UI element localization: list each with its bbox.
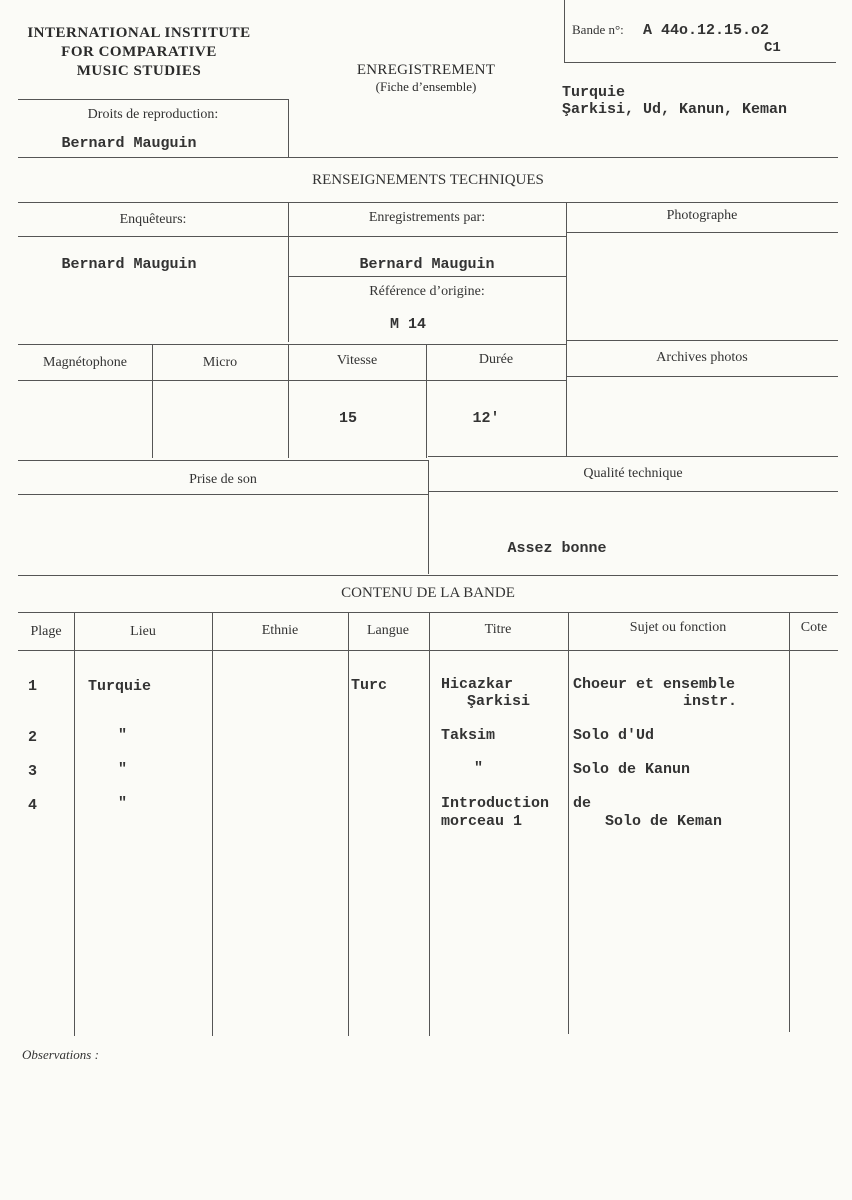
enqueteurs-value: Bernard Mauguin — [61, 256, 197, 273]
enregistrements-label: Enregistrements par: — [368, 210, 486, 225]
table-row-3-lieu: " — [118, 761, 128, 778]
table-row-3-plage: 3 — [28, 763, 38, 780]
table-row-1-plage: 1 — [28, 678, 38, 695]
table-row-4-sujet-2: Solo de Keman — [605, 813, 723, 830]
duree-value: 12' — [472, 410, 500, 427]
contents-section-title: CONTENU DE LA BANDE — [341, 585, 515, 601]
archives-label: Archives photos — [656, 350, 748, 365]
table-row-1-titre-2: Şarkisi — [467, 693, 531, 710]
qualite-label: Qualité technique — [583, 466, 683, 481]
table-row-4-titre-1: Introduction — [441, 795, 550, 812]
form-title-block — [330, 62, 522, 95]
institute-name — [10, 24, 268, 81]
bande-label: Bande n°: — [572, 22, 624, 37]
col-ethnie: Ethnie — [261, 623, 299, 638]
qualite-value: Assez bonne — [507, 540, 607, 557]
institute-line-2: FOR COMPARATIVE — [61, 44, 217, 60]
table-row-3-titre-1: " — [474, 760, 484, 777]
table-row-1-langue: Turc — [351, 677, 388, 694]
table-row-4-titre-2: morceau 1 — [441, 813, 523, 830]
table-row-2-plage: 2 — [28, 729, 38, 746]
table-row-1-lieu: Turquie — [88, 678, 152, 695]
header-instruments: Şarkisi, Ud, Kanun, Keman — [562, 101, 788, 118]
bande-sub: C1 — [764, 40, 781, 56]
magnetophone-label: Magnétophone — [43, 355, 127, 370]
rights-value: Bernard Mauguin — [61, 135, 197, 152]
vitesse-value: 15 — [338, 410, 357, 427]
enqueteurs-label: Enquêteurs: — [119, 212, 187, 227]
table-row-3-sujet-1: Solo de Kanun — [573, 761, 691, 778]
institute-line-3: MUSIC STUDIES — [76, 63, 202, 79]
table-row-1-sujet-2: instr. — [683, 693, 738, 710]
col-lieu: Lieu — [130, 624, 156, 639]
table-row-1-sujet-1: Choeur et ensemble — [573, 676, 736, 693]
col-cote: Cote — [800, 620, 828, 635]
observations-label: Observations : — [22, 1047, 99, 1062]
col-langue: Langue — [367, 623, 409, 638]
institute-line-1: INTERNATIONAL INSTITUTE — [27, 25, 251, 41]
table-row-4-sujet-1: de — [573, 795, 592, 812]
col-sujet: Sujet ou fonction — [629, 620, 727, 635]
table-row-4-lieu: " — [118, 795, 128, 812]
table-row-2-sujet-1: Solo d'Ud — [573, 727, 655, 744]
rights-label: Droits de reproduction: — [87, 107, 219, 122]
col-plage: Plage — [30, 624, 62, 639]
bande-number: A 44o.12.15.o2 — [643, 22, 770, 39]
duree-label: Durée — [478, 352, 514, 367]
photographe-label: Photographe — [666, 208, 738, 223]
form-subtitle: (Fiche d’ensemble) — [375, 79, 477, 94]
header-country: Turquie — [562, 84, 626, 101]
table-row-4-plage: 4 — [28, 797, 38, 814]
form-title: ENREGISTREMENT — [356, 62, 496, 78]
table-row-1-titre-1: Hicazkar — [441, 676, 514, 693]
reference-label: Référence d’origine: — [369, 284, 485, 299]
table-row-2-lieu: " — [118, 727, 128, 744]
micro-label: Micro — [202, 355, 238, 370]
technical-section-title: RENSEIGNEMENTS TECHNIQUES — [312, 172, 544, 188]
table-row-2-titre-1: Taksim — [441, 727, 496, 744]
prise-label: Prise de son — [189, 472, 257, 487]
enregistrements-value: Bernard Mauguin — [359, 256, 495, 273]
col-titre: Titre — [484, 622, 512, 637]
reference-value: M 14 — [389, 316, 426, 333]
vitesse-label: Vitesse — [336, 353, 378, 368]
